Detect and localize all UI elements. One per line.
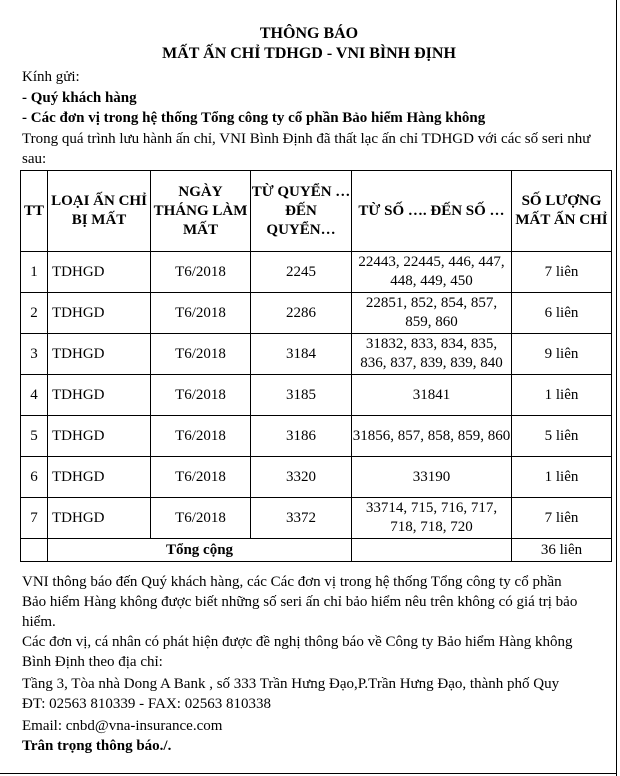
lost-documents-table	[20, 170, 612, 562]
table-row	[21, 252, 612, 293]
row-type: TDHGD	[48, 498, 151, 539]
row-tt: 5	[21, 416, 48, 457]
row-qty: 6 liên	[512, 293, 612, 334]
recipient-customers: - Quý khách hàng	[22, 90, 137, 106]
row-book: 3186	[251, 416, 352, 457]
page-border-bottom	[0, 773, 617, 774]
table-row	[21, 416, 612, 457]
intro-line-1: Trong quá trình lưu hành ấn chỉ, VNI Bình Định đã thất lạc ấn chỉ TDHGD với các số seri như	[22, 131, 591, 147]
row-tt: 7	[21, 498, 48, 539]
row-range: 31841	[352, 375, 512, 416]
intro-line-2: sau:	[22, 151, 47, 167]
row-book: 3372	[251, 498, 352, 539]
header-tt: TT	[21, 171, 48, 252]
row-tt: 1	[21, 252, 48, 293]
row-qty: 7 liên	[512, 498, 612, 539]
header-qty: SỐ LƯỢNG MẤT ẤN CHỈ	[512, 171, 612, 252]
closing: Trân trọng thông báo./.	[22, 738, 172, 754]
row-tt: 4	[21, 375, 48, 416]
total-empty-cell	[21, 539, 48, 562]
notice-line-1: VNI thông báo đến Quý khách hàng, các Các đơn vị trong hệ thống Tổng công ty cổ phần	[22, 574, 562, 590]
address: Tầng 3, Tòa nhà Dong A Bank , số 333 Trần Hưng Đạo,P.Trần Hưng Đạo, thành phố Quy	[22, 676, 560, 692]
row-date: T6/2018	[151, 457, 251, 498]
phone-fax: ĐT: 02563 810339 - FAX: 02563 810338	[22, 696, 271, 712]
row-qty: 5 liên	[512, 416, 612, 457]
row-qty: 7 liên	[512, 252, 612, 293]
row-date: T6/2018	[151, 416, 251, 457]
row-qty: 1 liên	[512, 375, 612, 416]
salutation: Kính gửi:	[22, 69, 80, 85]
row-tt: 6	[21, 457, 48, 498]
row-book: 2245	[251, 252, 352, 293]
contact-line-2: Bình Định theo địa chỉ:	[22, 654, 163, 670]
notice-line-3: hiểm.	[22, 614, 56, 630]
header-range: TỪ SỐ …. ĐẾN SỐ …	[352, 171, 512, 252]
total-value: 36 liên	[512, 539, 612, 562]
row-book: 2286	[251, 293, 352, 334]
row-qty: 9 liên	[512, 334, 612, 375]
row-tt: 2	[21, 293, 48, 334]
table-header-row	[21, 171, 612, 252]
notice-title: THÔNG BÁO	[259, 25, 359, 42]
row-type: TDHGD	[48, 293, 151, 334]
row-date: T6/2018	[151, 252, 251, 293]
row-type: TDHGD	[48, 252, 151, 293]
contact-line-1: Các đơn vị, cá nhân có phát hiện được đề nghị thông báo về Công ty Bảo hiểm Hàng không	[22, 634, 573, 650]
row-date: T6/2018	[151, 375, 251, 416]
row-range: 31856, 857, 858, 859, 860	[352, 416, 512, 457]
header-type: LOẠI ẤN CHỈ BỊ MẤT	[48, 171, 151, 252]
row-range: 31832, 833, 834, 835, 836, 837, 839, 839, 840	[352, 334, 512, 375]
row-type: TDHGD	[48, 457, 151, 498]
recipient-units: - Các đơn vị trong hệ thống Tổng công ty cổ phần Bảo hiểm Hàng không	[22, 110, 486, 126]
table-row	[21, 457, 612, 498]
row-range: 22851, 852, 854, 857, 859, 860	[352, 293, 512, 334]
header-date: NGÀY THÁNG LÀM MẤT	[151, 171, 251, 252]
notice-line-2: Bảo hiểm Hàng không được biết những số seri ấn chỉ bảo hiểm nêu trên không có giá trị bảo	[22, 594, 578, 610]
table-row	[21, 498, 612, 539]
row-date: T6/2018	[151, 334, 251, 375]
row-book: 3320	[251, 457, 352, 498]
header-book: TỪ QUYỂN … ĐẾN QUYỂN…	[251, 171, 352, 252]
row-date: T6/2018	[151, 293, 251, 334]
table-row	[21, 334, 612, 375]
row-type: TDHGD	[48, 416, 151, 457]
table-total-row	[21, 539, 612, 562]
row-date: T6/2018	[151, 498, 251, 539]
notice-subtitle: MẤT ẤN CHỈ TDHGD - VNI BÌNH ĐỊNH	[162, 45, 456, 62]
row-book: 3184	[251, 334, 352, 375]
total-empty-cell	[352, 539, 512, 562]
row-qty: 1 liên	[512, 457, 612, 498]
page-border-right	[616, 0, 617, 776]
row-range: 22443, 22445, 446, 447, 448, 449, 450	[352, 252, 512, 293]
row-range: 33190	[352, 457, 512, 498]
row-range: 33714, 715, 716, 717, 718, 718, 720	[352, 498, 512, 539]
total-label: Tổng cộng	[48, 539, 352, 562]
row-book: 3185	[251, 375, 352, 416]
row-type: TDHGD	[48, 375, 151, 416]
table-row	[21, 375, 612, 416]
table-row	[21, 293, 612, 334]
email: Email: cnbd@vna-insurance.com	[22, 718, 223, 734]
row-type: TDHGD	[48, 334, 151, 375]
row-tt: 3	[21, 334, 48, 375]
